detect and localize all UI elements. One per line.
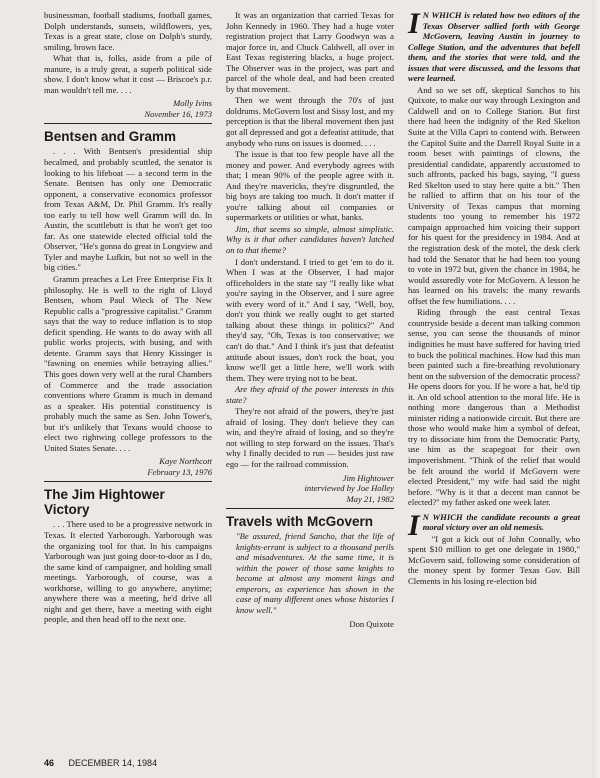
byline-date: November 16, 1973	[144, 108, 212, 119]
column-3	[408, 7, 580, 588]
page-edge	[592, 0, 600, 778]
paragraph: Then we went through the 70's of just doldrums. McGovern lost and Sissy lost, and my perception is that the liberal movement then just got all depressed and got a defeatist attitude, that anybody who runs on issues is doomed. . . .	[226, 95, 394, 148]
lead-text: N WHICH the candidate recounts a great moral victory over an old nemesis.	[422, 511, 580, 533]
section-heading: Bentsen and Gramm	[44, 129, 177, 145]
epigraph-attribution: Don Quixote	[349, 618, 394, 629]
column-1	[44, 10, 212, 626]
byline	[44, 98, 212, 119]
byline-name: Kaye Northcott	[159, 456, 212, 467]
page-footer	[44, 758, 157, 768]
paragraph: They're not afraid of the powers, they're just afraid of losing. They don't believe they can win, and they're afraid of losing, and so they're not willing to step forward on the issues. That's why I finally decided to run — besides just raw ego — for the railroad commission.	[226, 406, 394, 469]
byline-date: May 21, 1982	[346, 493, 394, 504]
paragraph: Gramm preaches a Let Free Enterprise Fix It philosophy. He is well to the right of Lloyd Bentsen, whom Paul Wieck of The New Republic calls a "progressive capitalist." Gramm says that the way to reduce inflation is to stop deficit spending. He wants to do away with all public works projects, with busing, and with detente. Gramm says that Henry Kissinger is "fawning on enemies while betraying allies." This goes down very well at the rural Chambers of Commerce and the trade association conventions where Gramm is much in demand as a speaker. His potential constituency is probably much the same as Sen. John Tower's, but it's unlikely that Texans would choose to elect two rightwing college professors to the United States Senate. . . .	[44, 274, 212, 453]
paragraph: . . . There used to be a progressive network in Texas. It elected Yarborough. Yarborough was the organizing tool for that. In his campaigns Yarborough was just going door-to-door as I do, the same kind of campaigner, and holding small meetings. Yarborough, of course, was a workhorse, willing to go anywhere, anytime; anywhere there was a meeting, he'd drive all night and get there, have a meeting with eight people, and then head off to the next one.	[44, 519, 212, 625]
lead-text: N WHICH is related how two editors of the Texas Observer sallied forth with George McGovern, leaving Austin in journey to College Station, and the adventures that befell them, and the stories that were told, and the issues that were discussed, and the lessons that were learned.	[408, 10, 580, 84]
drop-cap: I	[408, 508, 420, 542]
paragraph: And so we set off, skeptical Sanchos to his Quixote, to make our way through Lexington and Caldwell and on to College Station. But first there had been the indignity of the Red Skelton Suite at the Villa Capri to contend with. Between the Capitol Suite and the Darrell Royal Suite in a room beset with paintings of clowns, the presidential candidate, apparently accustomed to such affronts, packed his bags, saying, "I guess Red Skelton used to stay here quite a bit." Then he rallied to affirm that on his tour of the University of Texas campus that morning students too young to remember his 1972 campaign approached him voicing their support for his quest for the presidency in 1984. And at the registration desk of the motel, the desk clerk had told the Senator that he had been too young to vote in 1972 but, given the chance in 1984, he would assuredly vote for McGovern. A lesson he has learned on his travels: the many rewards offset the few humiliations. . . .	[408, 84, 580, 306]
epigraph: "Be assured, friend Sancho, that the life of knights-errant is subject to a thousand perils and misadventures. At the same time, it is within the power of those same knights to become at almost any moment kings and emperors, as experience has shown in the case of many different ones whose histories I know well."	[236, 531, 394, 615]
paragraph: It was an organization that carried Texas for John Kennedy in 1960. They had a huge voter registration project that Larry Goodwyn was a major force in, and Chuck Caldwell, all over in East Texas registering blacks, a huge project. The Observer was in the project, was part and parcel of the whole deal, and had been created by that movement.	[226, 10, 394, 94]
byline-name: Molly Ivins	[173, 98, 212, 109]
byline-date: February 13, 1976	[147, 466, 212, 477]
byline	[44, 456, 212, 477]
interview-question: Jim, that seems so simple, almost simplistic. Why is it that other candidates haven't latched on to that theme?	[226, 223, 394, 256]
paragraph: I don't understand. I tried to get 'em to do it. When I was at the Observer, I had major officeholders in the state say "I really like what you're saying in the Observer, and I sure agree with every word of it." And I say, "Well, boy, don't you think we really ought to get started talking about these things in politics?" And they'd say, "Oh, Texas is too conservative; we can't do that." And I think it's just that defeatist attitude about issues, don't rock the boat, you know we'll get a little here, we'll work with them. They were trying not to be beat.	[226, 256, 394, 383]
byline	[226, 473, 394, 505]
paragraph: Riding through the east central Texas countryside beside a decent man talking common sense, you can sense the thousands of minor indignities he must have suffered for having tried to buck the political machines. How had this man been painted such a fire-breathing revolutionary bent on the subversion of the democratic process? He opens doors for you. If he wore a hat, he'd tip it. An old school attention to the moral life. He is nothing more dangerous than a Methodist minister riding a nationwide circuit. But there are those who would make him a symbol of defeat, try to dissociate him from the Democratic Party, use him as the scapegoat for their own impoverishment. "Think of the relief that would be felt around the world if McGovern were elected President," my wife had said the night before. "Why is it that a decent man cannot be elected?" my father asked one week later.	[408, 307, 580, 508]
paragraph: "I got a kick out of John Connally, who spent $10 million to get one delegate in 1980," McGovern said, following some consideration of the money spent by former Texas Gov. Bill Clements in his losing re-election bid	[408, 533, 580, 586]
byline-name: Jim Hightower	[342, 472, 394, 483]
issue-date: DECEMBER 14, 1984	[68, 758, 158, 768]
drop-cap: I	[408, 7, 420, 40]
section-divider	[44, 123, 212, 124]
byline-interviewer: interviewed by Joe Holley	[304, 483, 394, 494]
paragraph: What that is, folks, aside from a pile of manure, is a truly great, a superb political side show. I don't know what it cost — Briscoe's p.r. man wouldn't tell me. . . .	[44, 53, 212, 95]
interview-question: Are they afraid of the power interests in this state?	[226, 384, 394, 405]
lead-paragraph	[408, 7, 580, 84]
paragraph: The issue is that too few people have all the money and power. And everybody agrees with that; I mean 90% of the people agree with it. And they're mavericks, they're disgruntled, the big boys are taking too much. It don't matter if you're talking about oil companies or supermarkets or utilities or what, banks.	[226, 149, 394, 223]
section-heading: The Jim Hightower Victory	[44, 487, 165, 518]
section-heading: Travels with McGovern	[226, 514, 374, 530]
column-2	[226, 10, 394, 633]
page-number: 46	[44, 758, 55, 768]
lead-paragraph	[408, 508, 580, 542]
paragraph: businessman, football stadiums, football games, Dolph understands, sunsets, wildflowers, yes, Texas is a great state, close on Dolph's sturdy, smiling, brown face.	[44, 10, 212, 52]
paragraph: . . . With Bentsen's presidential ship becalmed, and probably scuttled, the senator is looking to his lifeboat — a second term in the Senate. Bentsen has only one Democratic opponent, a conservative economics professor from Texas A&M, Dr. Phil Gramm. It's really too early to tell how well Gramm will do. In Austin, the scuttlebutt is that he won't get too far. As one statewide elected official told the Observer, "He's gonna do great in Longview and Tyler and maybe Lufkin, but not so well in the big cities."	[44, 146, 212, 273]
section-divider	[226, 508, 394, 509]
section-divider	[44, 481, 212, 482]
